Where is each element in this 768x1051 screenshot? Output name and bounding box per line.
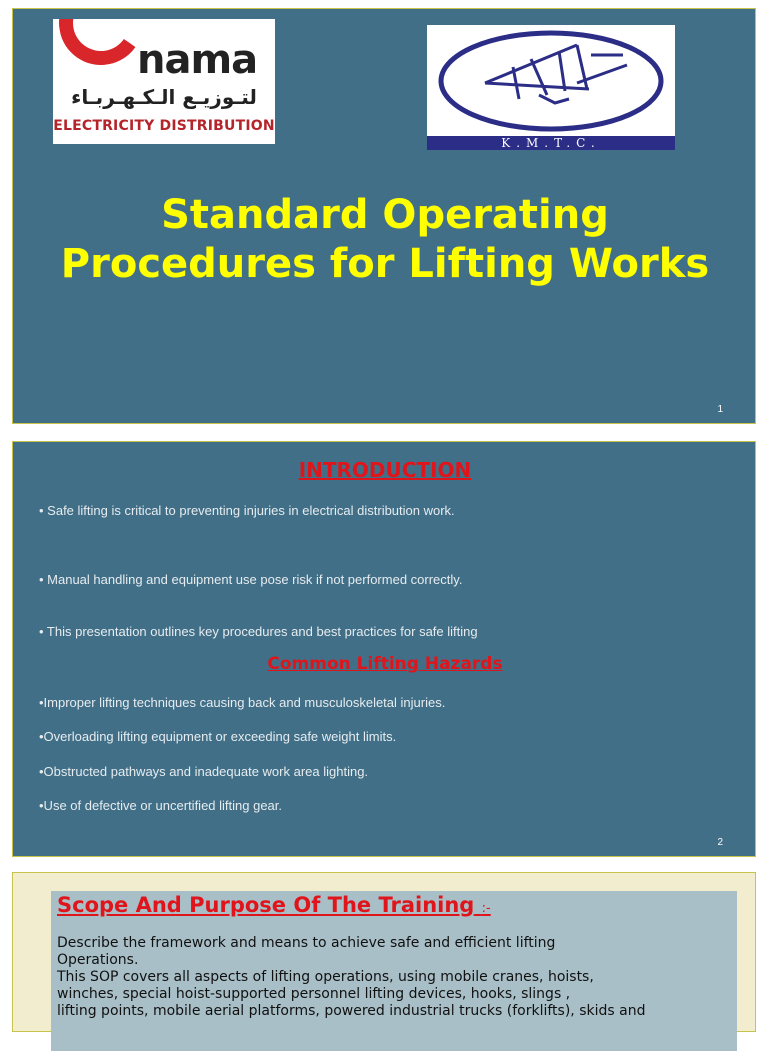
kmtc-logo: [427, 25, 675, 150]
kmtc-emblem-icon: [427, 25, 675, 136]
introduction-heading: INTRODUCTION: [298, 458, 472, 482]
scope-title: [57, 893, 491, 917]
title-line-2: Procedures for Lifting Works: [60, 241, 710, 287]
scope-line: Operations.: [57, 952, 139, 968]
scope-line: This SOP covers all aspects of lifting operations, using mobile cranes, hoists,: [57, 969, 594, 985]
scope-line: Describe the framework and means to achieve safe and efficient lifting: [57, 935, 556, 951]
nama-arabic-text: لتـوزيـع الـكـهـربـاء: [71, 85, 257, 109]
presentation-title: [13, 191, 757, 289]
slide-3-scope: [12, 872, 756, 1032]
page-number-2: 2: [717, 837, 723, 848]
nama-swoosh-icon: [53, 19, 150, 72]
intro-bullet: • Manual handling and equipment use pose risk if not performed correctly.: [39, 572, 463, 587]
slide-2-introduction: [12, 441, 756, 857]
nama-brand-text: nama: [137, 37, 258, 83]
kmtc-label: K.M.T.C.: [427, 136, 675, 150]
intro-bullet: • Safe lifting is critical to preventing injuries in electrical distribution work.: [39, 503, 455, 518]
hazard-bullet: •Use of defective or uncertified lifting gear.: [39, 798, 283, 813]
nama-logo: [53, 19, 275, 144]
slide-1-title: [12, 8, 756, 424]
scope-title-suffix: :-: [481, 901, 491, 916]
hazard-bullet: •Obstructed pathways and inadequate work area lighting.: [39, 764, 369, 779]
scope-title-text: Scope And Purpose Of The Training: [57, 893, 475, 917]
page-number-1: 1: [717, 404, 723, 415]
scope-line: winches, special hoist-supported personnel lifting devices, hooks, slings ,: [57, 986, 571, 1002]
intro-bullet: • This presentation outlines key procedures and best practices for safe lifting: [39, 624, 478, 639]
scope-line: lifting points, mobile aerial platforms, powered industrial trucks (forklifts), skids and: [57, 1003, 646, 1019]
scope-content-box: [51, 891, 737, 1051]
hazard-bullet: •Overloading lifting equipment or exceeding safe weight limits.: [39, 729, 397, 744]
title-line-1: Standard Operating: [161, 192, 609, 238]
hazard-bullet: •Improper lifting techniques causing back and musculoskeletal injuries.: [39, 695, 446, 710]
hazards-heading: Common Lifting Hazards: [267, 654, 503, 674]
scope-description: [57, 935, 727, 1020]
nama-tagline: ELECTRICITY DISTRIBUTION: [53, 118, 275, 134]
